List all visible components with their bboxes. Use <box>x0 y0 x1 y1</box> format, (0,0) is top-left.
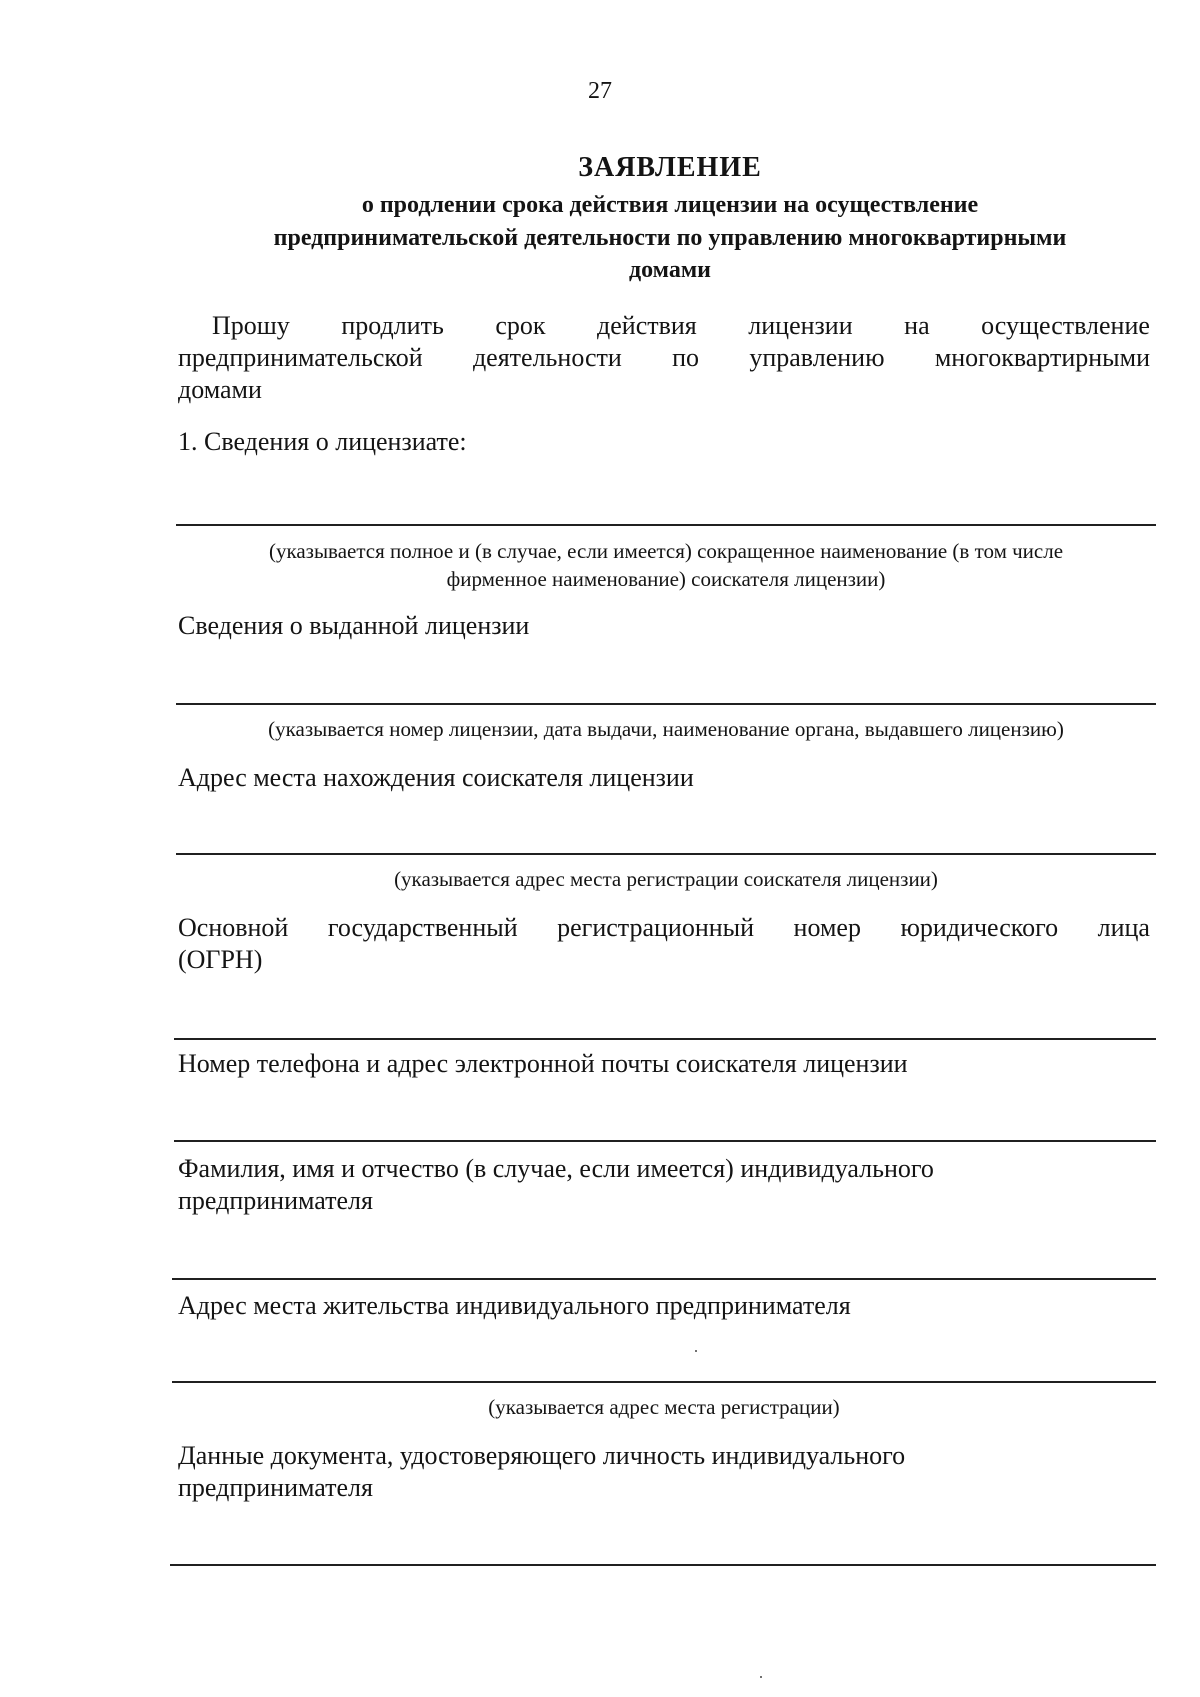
request-line-3: домами <box>178 375 262 404</box>
document-subtitle-line-3: домами <box>628 257 712 283</box>
scan-speck <box>695 1350 697 1352</box>
ogrn-field-line[interactable] <box>174 1038 1156 1040</box>
licensee-hint-line-2: фирменное наименование) соискателя лицензии) <box>446 567 886 591</box>
applicant-address-hint: (указывается адрес места регистрации соискателя лицензии) <box>394 867 938 891</box>
ip-document-label-line-2: предпринимателя <box>178 1473 373 1502</box>
contacts-field-line[interactable] <box>174 1140 1156 1142</box>
word: на <box>904 311 930 340</box>
word: многоквартирными <box>934 343 1150 372</box>
word: Прошу <box>212 311 290 340</box>
licensee-hint-line-1: (указывается полное и (в случае, если имеется) сокращенное наименование (в том числе <box>268 539 1064 563</box>
licensee-name-field-line[interactable] <box>176 524 1156 526</box>
ip-residence-label: Адрес места жительства индивидуального предпринимателя <box>178 1291 851 1320</box>
word: срок <box>495 311 546 340</box>
ip-name-label <box>178 1153 1150 1217</box>
request-line-1 <box>178 310 1150 342</box>
ogrn-label-line-2: (ОГРН) <box>178 945 263 974</box>
word: управлению <box>749 343 885 372</box>
word: юридического <box>900 913 1059 942</box>
word: по <box>672 343 700 372</box>
word: действия <box>597 311 697 340</box>
ip-residence-hint: (указывается адрес места регистрации) <box>488 1395 840 1419</box>
ip-document-field-line[interactable] <box>170 1564 1156 1566</box>
contacts-label: Номер телефона и адрес электронной почты соискателя лицензии <box>178 1049 908 1078</box>
word: деятельности <box>472 343 622 372</box>
word: лица <box>1097 913 1150 942</box>
ip-document-label-line-1: Данные документа, удостоверяющего личность индивидуального <box>178 1441 906 1470</box>
request-line-2 <box>178 342 1150 374</box>
request-paragraph <box>178 310 1150 406</box>
word: регистрационный <box>557 913 755 942</box>
document-title: ЗАЯВЛЕНИЕ <box>578 152 762 183</box>
ip-name-label-line-1: Фамилия, имя и отчество (в случае, если имеется) индивидуального <box>178 1154 934 1183</box>
license-info-label: Сведения о выданной лицензии <box>178 611 530 640</box>
word: Основной <box>178 913 289 942</box>
word: осуществление <box>981 311 1150 340</box>
applicant-address-label: Адрес места нахождения соискателя лицензии <box>178 763 694 792</box>
license-info-hint: (указывается номер лицензии, дата выдачи, наименование органа, выдавшего лицензию) <box>268 717 1064 741</box>
licensee-label: 1. Сведения о лицензиате: <box>178 427 467 456</box>
ip-document-label <box>178 1440 1150 1504</box>
word: государственный <box>327 913 518 942</box>
license-info-field-line[interactable] <box>176 703 1156 705</box>
ip-name-field-line[interactable] <box>172 1278 1156 1280</box>
applicant-address-field-line[interactable] <box>176 853 1156 855</box>
document-subtitle-line-2: предпринимательской деятельности по управлению многоквартирными <box>273 225 1067 251</box>
ip-name-label-line-2: предпринимателя <box>178 1186 373 1215</box>
word: продлить <box>341 311 444 340</box>
document-subtitle-line-1: о продлении срока действия лицензии на осуществление <box>361 192 979 218</box>
ogrn-label <box>178 912 1150 976</box>
page-number: 27 <box>588 78 612 104</box>
word: номер <box>793 913 861 942</box>
ogrn-label-line-1 <box>178 912 1150 944</box>
word: лицензии <box>748 311 853 340</box>
word: предпринимательской <box>178 343 423 372</box>
ip-residence-field-line[interactable] <box>172 1381 1156 1383</box>
scan-speck <box>760 1676 762 1678</box>
